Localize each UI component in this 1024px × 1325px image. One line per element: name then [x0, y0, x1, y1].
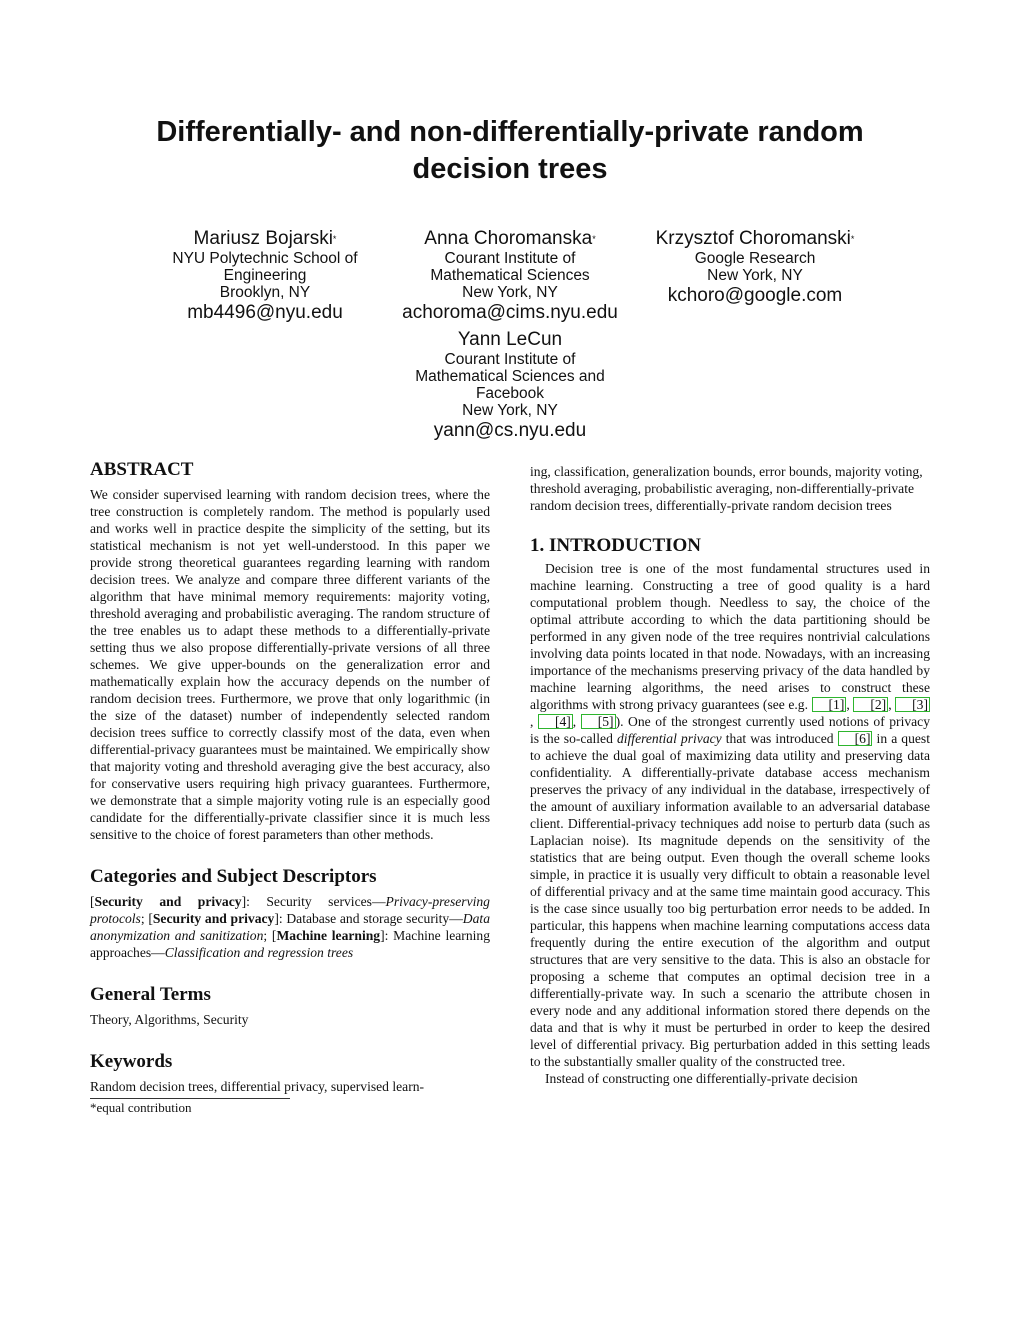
author-name: Krzysztof Choromanski* — [655, 228, 855, 249]
footnote: *equal contribution — [90, 1100, 192, 1115]
categories-text: [Security and privacy]: Security services—Privacy-preserving protocols; [Security and privacy]: Database and storage security—Data anonymization and sanitization; [Machine learning]: Machine learning approaches—Classification and regression trees — [90, 894, 490, 960]
author-affiliation-line: Engineering — [223, 267, 307, 284]
equal-contribution-mark: * — [592, 234, 596, 244]
author-affiliation-line: Courant Institute of — [444, 351, 576, 368]
author-affiliation-line: Google Research — [694, 250, 816, 267]
citation-link[interactable]: [3] — [895, 697, 930, 712]
general-terms-text: Theory, Algorithms, Security — [90, 1012, 249, 1027]
keywords-heading: Keywords — [90, 1051, 173, 1072]
citation-link[interactable]: [1] — [812, 697, 847, 712]
author-affiliation-line: New York, NY — [462, 284, 558, 301]
introduction-paragraph: Decision tree is one of the most fundamental structures used in machine learning. Constructing a tree of good quality is a hard computational problem though. Needless to say, the choice of the optimal attribute according to which the data partitioning should be performed in any given node of the tree requires nontrivial calculations involving data points located in that node. Nowadays, with an increasing importance of the mechanisms preserving privacy of the data handled by machine learning algorithms, the need arises to construct these algorithms with strong privacy guarantees (see e.g. [1] , [2] , [3], [4] , [5] ). One of the strongest currently used notions of privacy is the so-called differential privacy that was introduced [6] in a quest to achieve the dual goal of maximizing data utility and preserving data confidentiality. A differentially-private database access mechanism preserves the privacy of any individual in the database, irrespectively of the amount of auxiliary information available to an adversarial database client. Differential-privacy techniques add noise to perturb data (such as Laplacian noise). Its magnitude depends on the sensitivity of the statistics that are being output. Even though the overall scheme looks simple, in practice it is usually very difficult to obtain a reasonable level of differential privacy and at the same time maintain good accuracy. This is the case since usually too big perturbation error needs to be added. In particular, this happens when machine learning computations access data frequently during the entire execution of the algorithm and output structures that are very sensitive to the data. This is also an obstacle for proposing a scheme that computes an optimal decision tree in a differentially-private way. In such a scenario the attribute chosen in every node and any additional information stored there depends on the data and that is why it must be perturbed in order to keep the desired level of differential privacy. Big perturbation added in this setting leads to the substantially smaller quality of the constructed tree. — [530, 561, 931, 1069]
left-column — [90, 458, 490, 1116]
citation-link[interactable]: [6] — [838, 731, 873, 746]
author-block — [390, 329, 630, 442]
author-email[interactable]: mb4496@nyu.edu — [187, 302, 343, 323]
author-email[interactable]: achoroma@cims.nyu.edu — [402, 302, 618, 323]
abstract-heading: ABSTRACT — [90, 459, 194, 480]
author-affiliation-line: Mathematical Sciences — [430, 267, 590, 284]
introduction-heading: 1. INTRODUCTION — [530, 535, 702, 556]
author-affiliation-line: New York, NY — [462, 402, 558, 419]
author-block — [640, 228, 870, 307]
author-affiliation-line: Facebook — [475, 385, 545, 402]
arxiv-stamp — [14, 372, 64, 932]
right-column — [530, 463, 930, 1087]
author-affiliation-line: Courant Institute of — [444, 250, 576, 267]
author-name: Yann LeCun — [457, 329, 563, 350]
author-block — [390, 228, 630, 324]
author-email[interactable]: yann@cs.nyu.edu — [433, 420, 587, 441]
citation-link[interactable]: [4] — [538, 714, 573, 729]
introduction-paragraph: Instead of constructing one differentially-private decision — [545, 1071, 858, 1086]
keywords-first-line: Random decision trees, differential privacy, supervised learn- — [90, 1079, 425, 1094]
author-affiliation-line: Brooklyn, NY — [219, 284, 311, 301]
categories-heading: Categories and Subject Descriptors — [90, 866, 377, 887]
author-affiliation-line: NYU Polytechnic School of — [172, 250, 358, 267]
author-affiliation-line: New York, NY — [707, 267, 803, 284]
equal-contribution-mark: * — [332, 234, 337, 244]
general-terms-heading: General Terms — [90, 984, 211, 1005]
author-block — [160, 228, 370, 324]
citation-link[interactable]: [2] — [853, 697, 888, 712]
equal-contribution-mark: * — [850, 234, 855, 244]
author-name: Mariusz Bojarski* — [193, 228, 337, 249]
author-email[interactable]: kchoro@google.com — [667, 285, 843, 306]
abstract-text: We consider supervised learning with random decision trees, where the tree construction is completely random. The method is popularly used and works well in practice despite the simplicity of the setting, but its statistical mechanism is not yet well-understood. In this paper we provide strong theoretical guarantees regarding learning with random decision trees. We analyze and compare three different variants of the algorithm that have minimal memory requirements: majority voting, threshold averaging and probabilistic averaging. The random structure of the tree enables us to adapt these methods to a differentially-private setting thus we also propose differentially-private versions of all three schemes. We give upper-bounds on the generalization error and mathematically explain how the accuracy depends on the number of random decision trees. Furthermore, we prove that only logarithmic (in the size of the dataset) number of independently selected random decision trees suffice to correctly classify most of the data, even when differential-privacy guarantees must be maintained. We empirically show that majority voting and threshold averaging give the best accuracy, also for conservative users requiring high privacy guarantees. Furthermore, we demonstrate that a simple majority voting rule is an especially good candidate for the differentially-private classifier since it is much less sensitive to the choice of forest parameters than other methods. — [90, 487, 490, 842]
citation-link[interactable]: [5] — [581, 714, 616, 729]
keywords-continuation: ing, classification, generalization bounds, error bounds, majority voting, threshold averaging, probabilistic averaging, non-differentially-private random decision trees, differentially-private random decision trees — [530, 464, 923, 513]
author-name: Anna Choromanska* — [424, 228, 596, 249]
paper-title: Differentially- and non-differentially-private random decision trees — [156, 116, 864, 185]
author-affiliation-line: Mathematical Sciences and — [415, 368, 605, 385]
